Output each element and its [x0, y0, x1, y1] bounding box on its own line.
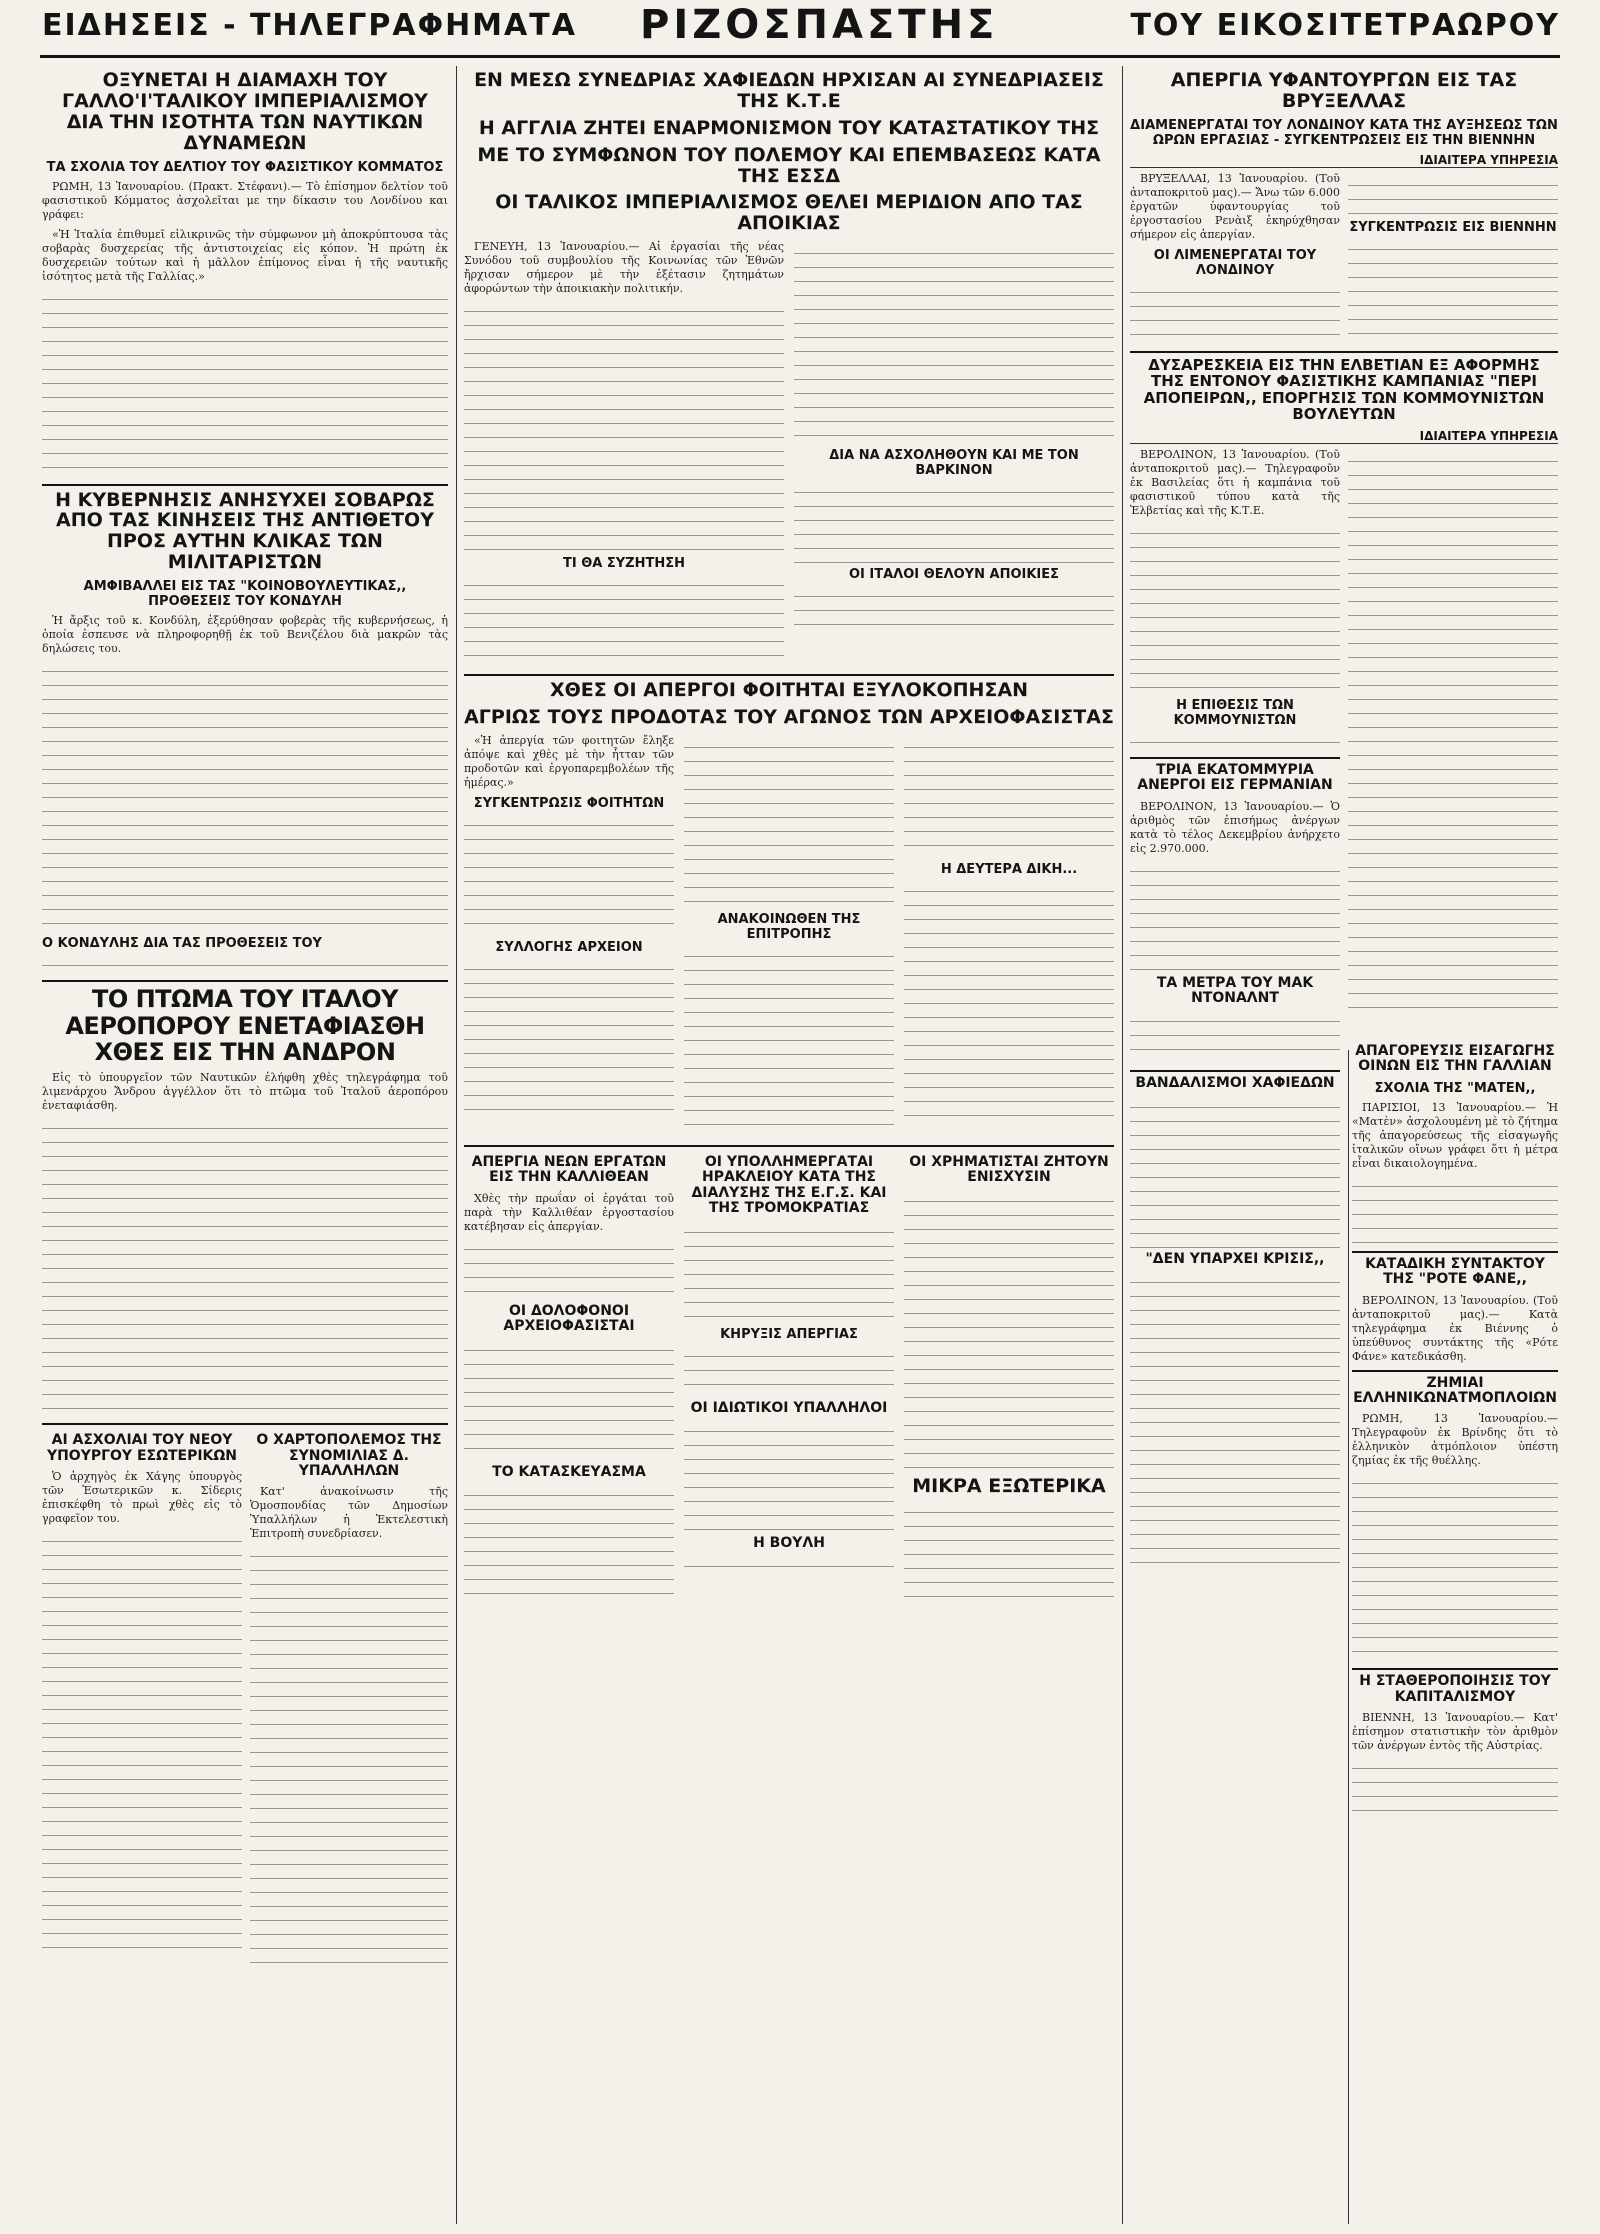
article-text-block: [1130, 1098, 1340, 1248]
students-article-columns: [464, 734, 1114, 1141]
headline-interior-minister: ΑΙ ΑΣΧΟΛΙΑΙ ΤΟΥ ΝΕΟΥ ΥΠΟΥΡΓΟΥ ΕΣΩΤΕΡΙΚΩΝ: [46, 1432, 238, 1464]
section-rule: [1130, 1070, 1340, 1072]
article-text-block: [464, 576, 784, 666]
subhead-matin: ΣΧΟΛΙΑ ΤΗΣ "ΜΑΤΕΝ,,: [1374, 1080, 1536, 1096]
subhead-london-dockers-2: ΟΙ ΛΙΜΕΝΕΡΓΑΤΑΙ ΤΟΥ ΛΟΝΔΙΝΟΥ: [1153, 247, 1317, 278]
section-rule: [464, 1145, 1114, 1147]
subhead-italians-colonies: ΟΙ ΙΤΑΛΟΙ ΘΕΛΟΥΝ ΑΠΟΙΚΙΕΣ: [848, 567, 1060, 583]
subhead-london-dockers: ΔΙΑΜΕΝΕΡΓΑΤΑΙ ΤΟΥ ΛΟΝΔΙΝΟΥ ΚΑΤΑ ΤΗΣ ΑΥΞΗΣΕΩΣ ΤΩΝ ΩΡΩΝ ΕΡΓΑΣΙΑΣ - ΣΥΓΚΕΝΤΡΩΣΕΙΣ ΕΙΣ ΤΗΝ ΒΙΕΝΝΗΝ: [1130, 117, 1558, 148]
article-text: ΓΕΝΕΥΗ, 13 Ἰανουαρίου.— Αἱ ἐργασίαι τῆς νέας Συνόδου τοῦ συμβουλίου τῆς Κοινωνίας τῶν Ἐθνῶν ἤρχισαν σήμερον μὲ τὴν ἐξέτασιν ζητημάτων ἀφορώντων τὴν ἀποικιακὴν πολιτικήν.: [464, 240, 784, 296]
article-vandalism: [1130, 1076, 1340, 1573]
headline-brokers: ΟΙ ΧΡΗΜΑΤΙΣΤΑΙ ΖΗΤΟΥΝ ΕΝΙΣΧΥΣΙΝ: [909, 1154, 1109, 1186]
article-text-block: [1130, 733, 1340, 753]
switzerland-article-left: [1130, 448, 1340, 1067]
article-text-block: [42, 662, 448, 932]
section-rule: [1352, 1668, 1558, 1670]
subhead-students-gathering: ΣΥΓΚΕΝΤΡΩΣΙΣ ΦΟΙΤΗΤΩΝ: [473, 796, 665, 812]
headline-private-employees: ΟΙ ΙΔΙΩΤΙΚΟΙ ΥΠΑΛΛΗΛΟΙ: [690, 1399, 888, 1416]
headline-traitors: ΑΓΡΙΩΣ ΤΟΥΣ ΠΡΟΔΟΤΑΣ ΤΟΥ ΑΓΩΝΟΣ ΤΩΝ ΑΡΧΕΙΟΦΑΣΙΣΤΑΣ: [464, 706, 1114, 729]
headline-greek-ships: ΖΗΜΙΑΙ ΕΛΛΗΝΙΚΩΝΑΤΜΟΠΛΟΙΩΝ: [1353, 1374, 1557, 1406]
article-text-block: [42, 290, 448, 480]
headline-wine-ban: ΑΠΑΓΟΡΕΥΣΙΣ ΕΙΣΑΓΩΓΗΣ ΟΙΝΩΝ ΕΙΣ ΤΗΝ ΓΑΛΛΙΑΝ: [1355, 1043, 1555, 1075]
article-text-block: [904, 1192, 1114, 1472]
headline-macdonald: ΤΑ ΜΕΤΡΑ ΤΟΥ ΜΑΚ ΝΤΟΝΑΛΝΤ: [1156, 974, 1314, 1006]
article-text: ΡΩΜΗ, 13 Ἰανουαρίου. (Πρακτ. Στέφανι).— Τὸ ἐπίσημον δελτίον τοῦ φασιστικοῦ Κόμματος ἀσχολεῖται με την δίκασιν του Λονδίνου και γράφει:: [42, 179, 448, 221]
subhead-discussion: ΤΙ ΘΑ ΣΥΖΗΤΗΣΗ: [563, 556, 685, 572]
headline-england-demands: Η ΑΓΓΛΙΑ ΖΗΤΕΙ ΕΝΑΡΜΟΝΙΣΜΟΝ ΤΟΥ ΚΑΤΑΣΤΑΤΙΚΟΥ ΤΗΣ: [478, 116, 1100, 139]
textile-article-columns: [1130, 172, 1558, 347]
article-text-block: [904, 738, 1114, 858]
kte-article-columns: [464, 240, 1114, 670]
textile-article-right: [1348, 172, 1558, 347]
article-text-block: [42, 1119, 448, 1419]
students-article-a: [464, 734, 674, 1141]
article-text: ΒΕΡΟΛΙΝΟΝ, 13 Ἰανουαρίου.— Ὁ ἀριθμὸς τῶν ἐπισήμως ἀνέργων κατὰ τὸ τέλος Δεκεμβρίου ἀνήρχετο εἰς 2.970.000.: [1130, 799, 1340, 855]
headline-small-foreign: ΜΙΚΡΑ ΕΞΩΤΕΡΙΚΑ: [912, 1474, 1106, 1497]
article-text: «Ἡ ἀπεργία τῶν φοιτητῶν ἔληξε ἀπόψε καὶ χθὲς μὲ τὴν ἧτταν τῶν προδοτῶν καὶ ἐργοπαρεμβολέων τῆς ἡμέρας.»: [464, 734, 674, 790]
article-text: Εἰς τὸ ὑπουργεῖον τῶν Ναυτικῶν ἐλήφθη χθὲς τηλεγράφημα τοῦ λιμενάρχου Ἄνδρου ἀγγέλλον ὅτι τὸ πτῶμα τοῦ Ἰταλοῦ ἀεροπόρου ἐνεταφιάσθη.: [42, 1071, 448, 1113]
article-heraklion: [684, 1151, 894, 1607]
article-text-block: [1130, 283, 1340, 343]
article-text: ΒΕΡΟΛΙΝΟΝ, 13 Ἰανουαρίου. (Τοῦ ἀνταποκριτοῦ μας).— Τηλεγραφοῦν ἐκ Βασιλείας ὅτι ἡ καμπάνια τοῦ φασιστικοῦ τύπου κατὰ τῆς Ἐλβετίας καὶ τῆς Κ.Τ.Ε.: [1130, 447, 1340, 517]
article-text: «Ἡ Ἰταλία ἐπιθυμεῖ εἰλικρινῶς τὴν σύμφωνον μὴ ἀποκρύπτουσα τὰς σοβαρὰς δυσχερείας τῆς ἀντιστοιχείας εἰς κόπον. Ἡ πρώτη ἐκ δυσχερειῶν τούτων καὶ ἡ μᾶλλον ἐπίμονος εἶναι ἡ τῆς ναυτικῆς ἰσότητος μετὰ τῆς Γαλλίας.»: [42, 227, 448, 283]
headline-heraklion-workers: ΟΙ ΥΠΟΛΛΗΜΕΡΓΑΤΑΙ ΗΡΑΚΛΕΙΟΥ ΚΑΤΑ ΤΗΣ ΔΙΑΛΥΣΗΣ ΤΗΣ Ε.Γ.Σ. ΚΑΙ ΤΗΣ ΤΡΟΜΟΚΡΑΤΙΑΣ: [691, 1154, 887, 1217]
bottom-articles-row: [42, 1429, 448, 1971]
article-text-block: [904, 882, 1114, 1122]
masthead-title: ΡΙΖΟΣΠΑΣΤΗΣ: [640, 2, 999, 48]
article-text-block: [464, 1486, 674, 1596]
headline-italian-colonies: ΟΙ ΤΑΛΙΚΟΣ ΙΜΠΕΡΙΑΛΙΣΜΟΣ ΘΕΛΕΙ ΜΕΡΙΔΙΟΝ ΑΠΟ ΤΑΣ ΑΠΟΙΚΙΑΣ: [495, 191, 1083, 235]
service-tag: ΙΔΙΑΙΤΕΡΑ ΥΠΗΡΕΣΙΑ: [1130, 429, 1558, 444]
article-text-block: [1130, 524, 1340, 694]
headline-murderers: ΟΙ ΔΟΛΟΦΟΝΟΙ ΑΡΧΕΙΟΦΑΣΙΣΤΑΙ: [503, 1302, 635, 1335]
kte-article-left: [464, 240, 784, 670]
section-rule: [1352, 1251, 1558, 1253]
column-divider: [456, 66, 457, 2224]
article-text-block: [1348, 176, 1558, 216]
article-text: Ὁ ἀρχηγὸς ἐκ Χάγης ὑπουργὸς τῶν Ἐσωτερικῶν κ. Σίδερις ἐπισκέφθη τὸ πρωὶ χθὲς εἰς τὸ γραφεῖον του.: [42, 1470, 242, 1526]
article-text: ΠΑΡΙΣΙΟΙ, 13 Ἰανουαρίου.— Ἡ «Ματὲν» ἀσχολουμένη μὲ τὸ ζήτημα τῆς ἀπαγορεύσεως τῆς εἰσαγωγῆς ἰταλικῶν οἴνων γράφει ὅτι ἡ μέτρα εἶναι δικαιολογημένα.: [1352, 1100, 1558, 1170]
subhead-archive: ΣΥΛΛΟΓΗΣ ΑΡΧΕΙΟΝ: [495, 940, 643, 956]
subhead-second-trial: Η ΔΕΥΤΕΡΑ ΔΙΚΗ...: [940, 862, 1078, 878]
headline-rote-fahne: ΚΑΤΑΔΙΚΗ ΣΥΝΤΑΚΤΟΥ ΤΗΣ "ΡΟΤΕ ΦΑΝΕ,,: [1365, 1255, 1545, 1288]
headline-no-crisis: "ΔΕΝ ΥΠΑΡΧΕΙ ΚΡΙΣΙΣ,,: [1145, 1250, 1325, 1267]
article-text-block: [684, 1223, 894, 1323]
switzerland-article-right: [1348, 448, 1558, 1067]
headline-government-worry: Η ΚΥΒΕΡΝΗΣΙΣ ΑΝΗΣΥΧΕΙ ΣΟΒΑΡΩΣ ΑΠΟ ΤΑΣ ΚΙΝΗΣΕΙΣ ΤΗΣ ΑΝΤΙΘΕΤΟΥ ΠΡΟΣ ΑΥΤΗΝ ΚΛΙΚΑΣ ΤΩΝ ΜΙΛΙΤΑΡΙΣΤΩΝ: [55, 488, 435, 574]
column-1: [42, 66, 448, 2224]
article-text-block: [684, 738, 894, 908]
masthead-left: ΕΙΔΗΣΕΙΣ - ΤΗΛΕΓΡΑΦΗΜΑΤΑ: [42, 8, 577, 43]
subhead-kondylis: ΑΜΦΙΒΑΛΛΕΙ ΕΙΣ ΤΑΣ "ΚΟΙΝΟΒΟΥΛΕΥΤΙΚΑΣ,, ΠΡΟΘΕΣΕΙΣ ΤΟΥ ΚΟΝΔΥΛΗ: [83, 579, 407, 610]
article-kallithea: [464, 1151, 674, 1607]
headline-germany-unemployed: ΤΡΙΑ ΕΚΑΤΟΜΜΥΡΙΑ ΑΝΕΡΓΟΙ ΕΙΣ ΓΕΡΜΑΝΙΑΝ: [1137, 761, 1333, 794]
article-text-block: [464, 302, 784, 552]
article-text: Χθὲς τὴν πρωΐαν οἱ ἐργάται τοῦ παρὰ τὴν Καλλιθέαν ἐργοστασίου κατέβησαν εἰς ἀπεργίαν.: [464, 1191, 674, 1233]
article-text: ΒΕΡΟΛΙΝΟΝ, 13 Ἰανουαρίου. (Τοῦ ἀνταποκριτοῦ μας).— Κατὰ τηλεγράφημα ἐκ Βιέννης ὁ ὑπεύθυνος συντάκτης τῆς «Ρότε Φάνε» κατεδικάσθη.: [1352, 1293, 1558, 1363]
service-tag: ΙΔΙΑΙΤΕΡΑ ΥΠΗΡΕΣΙΑ: [1130, 153, 1558, 168]
article-text-block: [1348, 240, 1558, 340]
article-text-block: [1348, 452, 1558, 1012]
article-text-block: [794, 587, 1114, 627]
section-rule: [42, 1423, 448, 1425]
headline-switzerland: ΔΥΣΑΡΕΣΚΕΙΑ ΕΙΣ ΤΗΝ ΕΛΒΕΤΙΑΝ ΕΞ ΑΦΟΡΜΗΣ ΤΗΣ ΕΝΤΟΝΟΥ ΦΑΣΙΣΤΙΚΗΣ ΚΑΜΠΑΝΙΑΣ "ΠΕΡΙ ΑΠΟΠΕΙΡΩΝ,, ΕΠΟΡΓΗΣΙΣ ΤΩΝ ΚΟΜΜΟΥΝΙΣΤΩΝ ΒΟΥΛΕΥΤΩΝ: [1143, 355, 1545, 424]
headline-textile-strike: ΑΠΕΡΓΙΑ ΥΦΑΝΤΟΥΡΓΩΝ ΕΙΣ ΤΑΣ ΒΡΥΞΕΛΛΑΣ: [1170, 69, 1518, 112]
headline-parliament: Η ΒΟΥΛΗ: [753, 1534, 825, 1551]
section-rule: [42, 980, 448, 982]
kte-article-right: [794, 240, 1114, 670]
article-text-block: [1130, 1273, 1340, 1573]
headline-paper-war: Ο ΧΑΡΤΟΠΟΛΕΜΟΣ ΤΗΣ ΣΥΝΟΜΙΛΙΑΣ Δ. ΥΠΑΛΛΗΛΩΝ: [256, 1432, 442, 1480]
section-rule: [1130, 757, 1340, 759]
article-text-block: [684, 1422, 894, 1532]
subhead-kondylis-intentions: Ο ΚΟΝΔΥΛΗΣ ΔΙΑ ΤΑΣ ΠΡΟΘΕΣΕΙΣ ΤΟΥ: [42, 936, 322, 952]
switzerland-article-columns: [1130, 448, 1558, 1067]
section-rule: [1130, 351, 1558, 353]
article-text-block: [684, 1557, 894, 1577]
article-text-block: [794, 483, 1114, 563]
section-rule: [42, 484, 448, 486]
headline-kallithea-strike: ΑΠΕΡΓΙΑ ΝΕΩΝ ΕΡΓΑΤΩΝ ΕΙΣ ΤΗΝ ΚΑΛΛΙΘΕΑΝ: [471, 1154, 667, 1186]
article-text-block: [1352, 1759, 1558, 1819]
article-text-block: [684, 947, 894, 1137]
article-interior-minister: [42, 1429, 242, 1971]
article-text: ΒΙΕΝΝΗ, 13 Ἰανουαρίου.— Κατ' ἐπίσημον στατιστικὴν τὸν ἀριθμὸν τῶν ἀνέργων ἐντὸς τῆς Αὐστρίας.: [1352, 1711, 1558, 1753]
article-text-block: [904, 1503, 1114, 1603]
article-text-block: [684, 1347, 894, 1397]
article-text-block: [794, 244, 1114, 444]
article-text-block: [1352, 1177, 1558, 1247]
article-text-block: [464, 960, 674, 1120]
subhead-fascist-bulletin: ΤΑ ΣΧΟΛΙΑ ΤΟΥ ΔΕΛΤΙΟΥ ΤΟΥ ΦΑΣΙΣΤΙΚΟΥ ΚΟΜΜΑΤΟΣ: [46, 159, 444, 175]
article-text: Ἡ ἄρξις τοῦ κ. Κονδύλη, ἐξερύθησαν φοβερὰς τῆς κυβερνήσεως, ἡ ὁποία ἐσπευσε νὰ πληροφορηθῇ ἐκ τοῦ Βενιζέλου διὰ μακρῶν τὰς δηλώσεις του.: [42, 614, 448, 656]
section-rule: [1352, 1370, 1558, 1372]
headline-fabrication: ΤΟ ΚΑΤΑΣΚΕΥΑΣΜΑ: [492, 1463, 646, 1480]
article-text-block: [1130, 1012, 1340, 1062]
subhead-communists: Η ΕΠΙΘΕΣΙΣ ΤΩΝ ΚΟΜΜΟΥΝΙΣΤΩΝ: [1173, 697, 1297, 728]
article-text-block: [464, 1240, 674, 1300]
column-4: [1352, 1040, 1558, 2224]
headline-kte-sessions: ΕΝ ΜΕΣΩ ΣΥΝΕΔΡΙΑΣ ΧΑΦΙΕΔΩΝ ΗΡΧΙΣΑΝ ΑΙ ΣΥΝΕΔΡΙΑΣΕΙΣ ΤΗΣ Κ.Τ.Ε: [474, 69, 1104, 112]
article-text-block: [1352, 1474, 1558, 1664]
article-paper-war: [250, 1429, 448, 1971]
article-text: ΒΡΥΞΕΛΛΑΙ, 13 Ἰανουαρίου. (Τοῦ ἀνταποκριτοῦ μας).— Ἄνω τῶν 6.000 ἐργατῶν ὑφαντουργίας τοῦ ἐργοστασίου Ρενὰιξ ἐκηρύχθησαν σήμερον εἰς ἀπεργίαν.: [1130, 171, 1340, 241]
article-text-block: [1130, 862, 1340, 972]
article-text-block: [42, 956, 448, 976]
article-brokers: [904, 1151, 1114, 1607]
article-text: Κατ' ἀνακοίνωσιν τῆς Ὁμοσπονδίας τῶν Δημοσίων Ὑπαλλήλων ἡ Ἐκτελεστικὴ Ἐπιτροπὴ συνεδρίασεν.: [250, 1485, 448, 1541]
bottom-articles-row: [464, 1151, 1114, 1607]
masthead-rule: [40, 55, 1560, 58]
students-article-b: [684, 734, 894, 1141]
column-2: [464, 66, 1114, 2224]
article-text-block: [464, 1341, 674, 1461]
subhead-barkinon: ΔΙΑ ΝΑ ΑΣΧΟΛΗΘΟΥΝ ΚΑΙ ΜΕ ΤΟΝ ΒΑΡΚΙΝΟΝ: [829, 448, 1079, 479]
headline-students-strike: ΧΘΕΣ ΟΙ ΑΠΕΡΓΟΙ ΦΟΙΤΗΤΑΙ ΕΞΥΛΟΚΟΠΗΣΑΝ: [549, 679, 1029, 702]
textile-article-left: [1130, 172, 1340, 347]
subhead-vienna: ΣΥΓΚΕΝΤΡΩΣΙΣ ΕΙΣ ΒΙΕΝΝΗΝ: [1349, 219, 1557, 235]
students-article-c: [904, 734, 1114, 1141]
subhead-strike-declaration: ΚΗΡΥΞΙΣ ΑΠΕΡΓΙΑΣ: [720, 1326, 858, 1342]
subhead-committee: ΑΝΑΚΟΙΝΩΘΕΝ ΤΗΣ ΕΠΙΤΡΟΠΗΣ: [717, 912, 861, 943]
article-text-block: [464, 816, 674, 936]
column-divider: [1122, 66, 1123, 2224]
article-text-block: [42, 1532, 242, 1952]
headline-stabilization: Η ΣΤΑΘΕΡΟΠΟΙΗΣΙΣ ΤΟΥ ΚΑΠΙΤΑΛΙΣΜΟΥ: [1359, 1673, 1551, 1705]
headline-italian-aviator: ΤΟ ΠΤΩΜΑ ΤΟΥ ΙΤΑΛΟΥ ΑΕΡΟΠΟΡΟΥ ΕΝΕΤΑΦΙΑΣΘΗ ΧΘΕΣ ΕΙΣ ΤΗΝ ΑΝΔΡΟΝ: [65, 985, 425, 1066]
headline-war-pact: ΜΕ ΤΟ ΣΥΜΦΩΝΟΝ ΤΟΥ ΠΟΛΕΜΟΥ ΚΑΙ ΕΠΕΜΒΑΣΕΩΣ ΚΑΤΑ ΤΗΣ ΕΣΣΔ: [477, 143, 1101, 187]
headline-vandalism: ΒΑΝΔΑΛΙΣΜΟΙ ΧΑΦΙΕΔΩΝ: [1135, 1075, 1335, 1092]
article-text: ΡΩΜΗ, 13 Ἰανουαρίου.— Τηλεγραφοῦν ἐκ Βρίνδης ὅτι τὸ ἑλληνικὸν ἀτμόπλοιον ὑπέστη ζημίας ἐκ τῆς θυέλλης.: [1352, 1412, 1558, 1468]
headline-naval-dispute: ΟΞΥΝΕΤΑΙ Η ΔΙΑΜΑΧΗ ΤΟΥ ΓΑΛΛΟ'Ι'ΤΑΛΙΚΟΥ ΙΜΠΕΡΙΑΛΙΣΜΟΥ ΔΙΑ ΤΗΝ ΙΣΟΤΗΤΑ ΤΩΝ ΝΑΥΤΙΚΩΝ ΔΥΝΑΜΕΩΝ: [62, 69, 428, 154]
masthead-right: ΤΟΥ ΕΙΚΟΣΙΤΕΤΡΑΩΡΟΥ: [1130, 8, 1560, 43]
section-rule: [464, 674, 1114, 676]
article-text-block: [250, 1547, 448, 1967]
